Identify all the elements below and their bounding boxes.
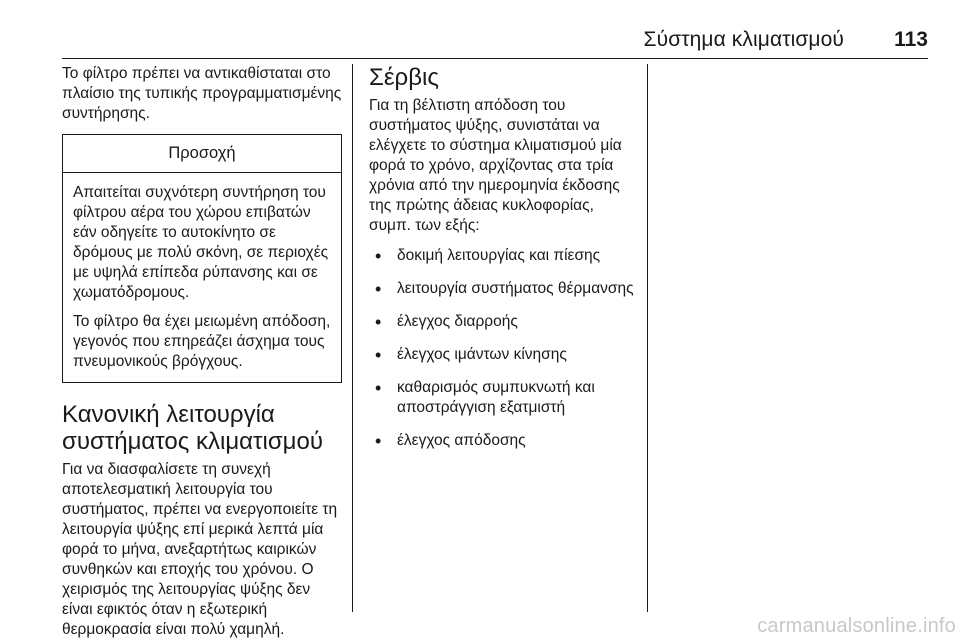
list-item: • έλεγχος απόδοσης bbox=[369, 431, 637, 451]
left-column bbox=[62, 64, 342, 640]
page-header bbox=[0, 24, 928, 54]
header-rule bbox=[62, 58, 928, 59]
page-number: 113 bbox=[894, 28, 928, 51]
chapter-title: Σύστημα κλιματισμού bbox=[643, 28, 844, 51]
section-heading-service: Σέρβις bbox=[369, 64, 439, 91]
list-item: • δοκιμή λειτουργίας και πίεσης bbox=[369, 246, 637, 266]
column-divider-right bbox=[647, 64, 648, 612]
caution-body bbox=[63, 173, 341, 382]
intro-paragraph: Το φίλτρο πρέπει να αντικαθίσταται στο πλαίσιο της τυπικής προγραμματισμένης συντήρησης. bbox=[62, 65, 342, 122]
service-checklist bbox=[369, 246, 637, 451]
caution-box bbox=[62, 134, 342, 383]
list-item: • έλεγχος διαρροής bbox=[369, 312, 637, 332]
section-paragraph: Για να διασφαλίσετε τη συνεχή αποτελεσματική λειτουργία του συστήματος, πρέπει να ενεργοποιείτε τη λειτουργία ψύξης επί μερικά λεπτά μία φορά το μήνα, ανεξαρτήτως καιρικών συνθηκών και εποχής του χρόνου. Ο χειρισμός της λειτουργίας ψύξης δεν είναι εφικτός όταν η εξωτερική θερμοκρασία είναι πολύ χαμηλή. bbox=[62, 461, 338, 638]
caution-title: Προσοχή bbox=[63, 135, 341, 173]
service-paragraph: Για τη βέλτιστη απόδοση του συστήματος ψύξης, συνιστάται να ελέγχετε το σύστημα κλιματισμού μία φορά το χρόνο, αρχίζοντας στα τρία χρόνια από την ημερομηνία έκδοσης της πρώτης άδειας κυκλοφορίας, συμπ. των εξής: bbox=[369, 97, 622, 234]
list-item: • έλεγχος ιμάντων κίνησης bbox=[369, 345, 637, 365]
list-item: • λειτουργία συστήματος θέρμανσης bbox=[369, 279, 637, 299]
column-divider-left bbox=[352, 64, 353, 612]
right-column bbox=[369, 64, 637, 464]
watermark: carmanualsonline.info bbox=[757, 615, 956, 637]
caution-paragraph: Απαιτείται συχνότερη συντήρηση του φίλτρου αέρα του χώρου επιβατών εάν οδηγείτε το αυτοκίνητο σε δρόμους με πολύ σκόνη, σε περιοχές με υψηλά επίπεδα ρύπανσης και σε χωματόδρομους. bbox=[73, 184, 329, 301]
list-item: • καθαρισμός συμπυκνωτή και αποστράγγιση εξατμιστή bbox=[369, 378, 637, 418]
caution-paragraph: Το φίλτρο θα έχει μειωμένη απόδοση, γεγονός που επηρεάζει άσχημα τους πνευμονικούς βρόγχους. bbox=[73, 313, 331, 370]
section-heading-ac-operation: Κανονική λειτουργία συστήματος κλιματισμού bbox=[62, 401, 323, 455]
